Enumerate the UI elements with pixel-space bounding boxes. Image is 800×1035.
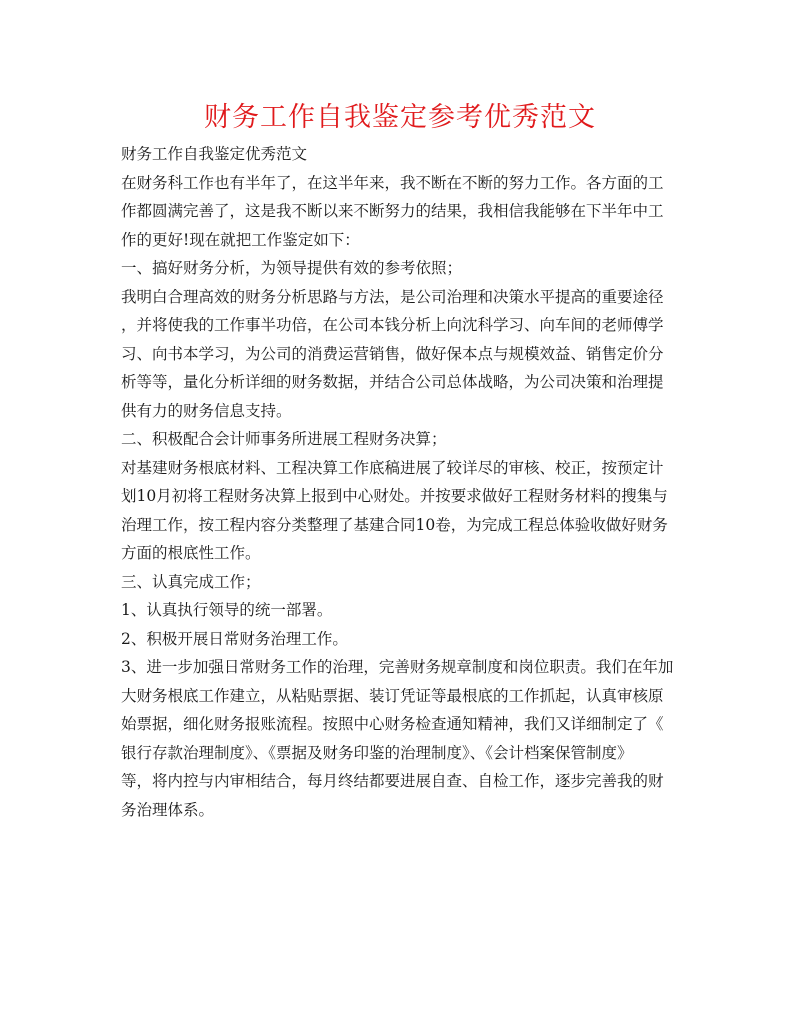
section-heading: 三、认真完成工作； <box>121 572 261 591</box>
paragraph-line: 析等等，量化分析详细的财务数据，并结合公司总体战略，为公司决策和治理提 <box>121 373 664 391</box>
paragraph-line: 在财务科工作也有半年了，在这半年来，我不断在不断的努力工作。各方面的工 <box>121 173 664 192</box>
paragraph-line: 务治理体系。 <box>121 800 215 819</box>
paragraph-line: 治理工作，按工程内容分类整理了基建合同10卷，为完成工程总体验收做好财务 <box>121 515 668 534</box>
paragraph-line: 作都圆满完善了，这是我不断以来不断努力的结果，我相信我能够在下半年中工 <box>121 202 664 220</box>
paragraph-line: 习、向书本学习，为公司的消费运营销售，做好保本点与规模效益、销售定价分 <box>121 344 664 363</box>
document-title: 财务工作自我鉴定参考优秀范文 <box>204 102 596 133</box>
paragraph-line: 方面的根底性工作。 <box>121 544 261 562</box>
paragraph-line: 对基建财务根底材料、工程决算工作底稿进展了较详尽的审核、校正，按预定计 <box>121 458 664 477</box>
paragraph-line: 等，将内控与内审相结合，每月终结都要进展自查、自检工作，逐步完善我的财 <box>121 772 664 790</box>
section-heading: 二、积极配合会计师事务所进展工程财务决算； <box>121 430 447 448</box>
list-item: 3、进一步加强日常财务工作的治理，完善财务规章制度和岗位职责。我们在年加 <box>121 658 674 676</box>
paragraph-line: 始票据，细化财务报账流程。按照中心财务检查通知精神，我们又详细制定了《 <box>121 715 664 733</box>
list-item: 1、认真执行领导的统一部署。 <box>121 601 333 619</box>
paragraph-line: 划10月初将工程财务决算上报到中心财处。并按要求做好工程财务材料的搜集与 <box>121 487 668 505</box>
paragraph-line: 大财务根底工作建立，从粘贴票据、装订凭证等最根底的工作抓起，认真审核原 <box>121 686 664 705</box>
paragraph-line: 作的更好!现在就把工作鉴定如下： <box>121 230 360 249</box>
paragraph-line: 供有力的财务信息支持。 <box>121 401 292 420</box>
list-item: 2、积极开展日常财务治理工作。 <box>121 629 348 648</box>
subtitle-line: 财务工作自我鉴定优秀范文 <box>121 145 308 163</box>
paragraph-line: ，并将使我的工作事半功倍，在公司本钱分析上向沈科学习、向车间的老师傅学 <box>121 316 664 334</box>
section-heading: 一、搞好财务分析，为领导提供有效的参考依照； <box>121 259 463 277</box>
paragraph-line: 我明白合理高效的财务分析思路与方法，是公司治理和决策水平提高的重要途径 <box>121 287 664 306</box>
paragraph-line: 银行存款治理制度》、《票据及财务印鉴的治理制度》、《会计档案保管制度》 <box>121 743 633 762</box>
document-body <box>121 140 681 824</box>
